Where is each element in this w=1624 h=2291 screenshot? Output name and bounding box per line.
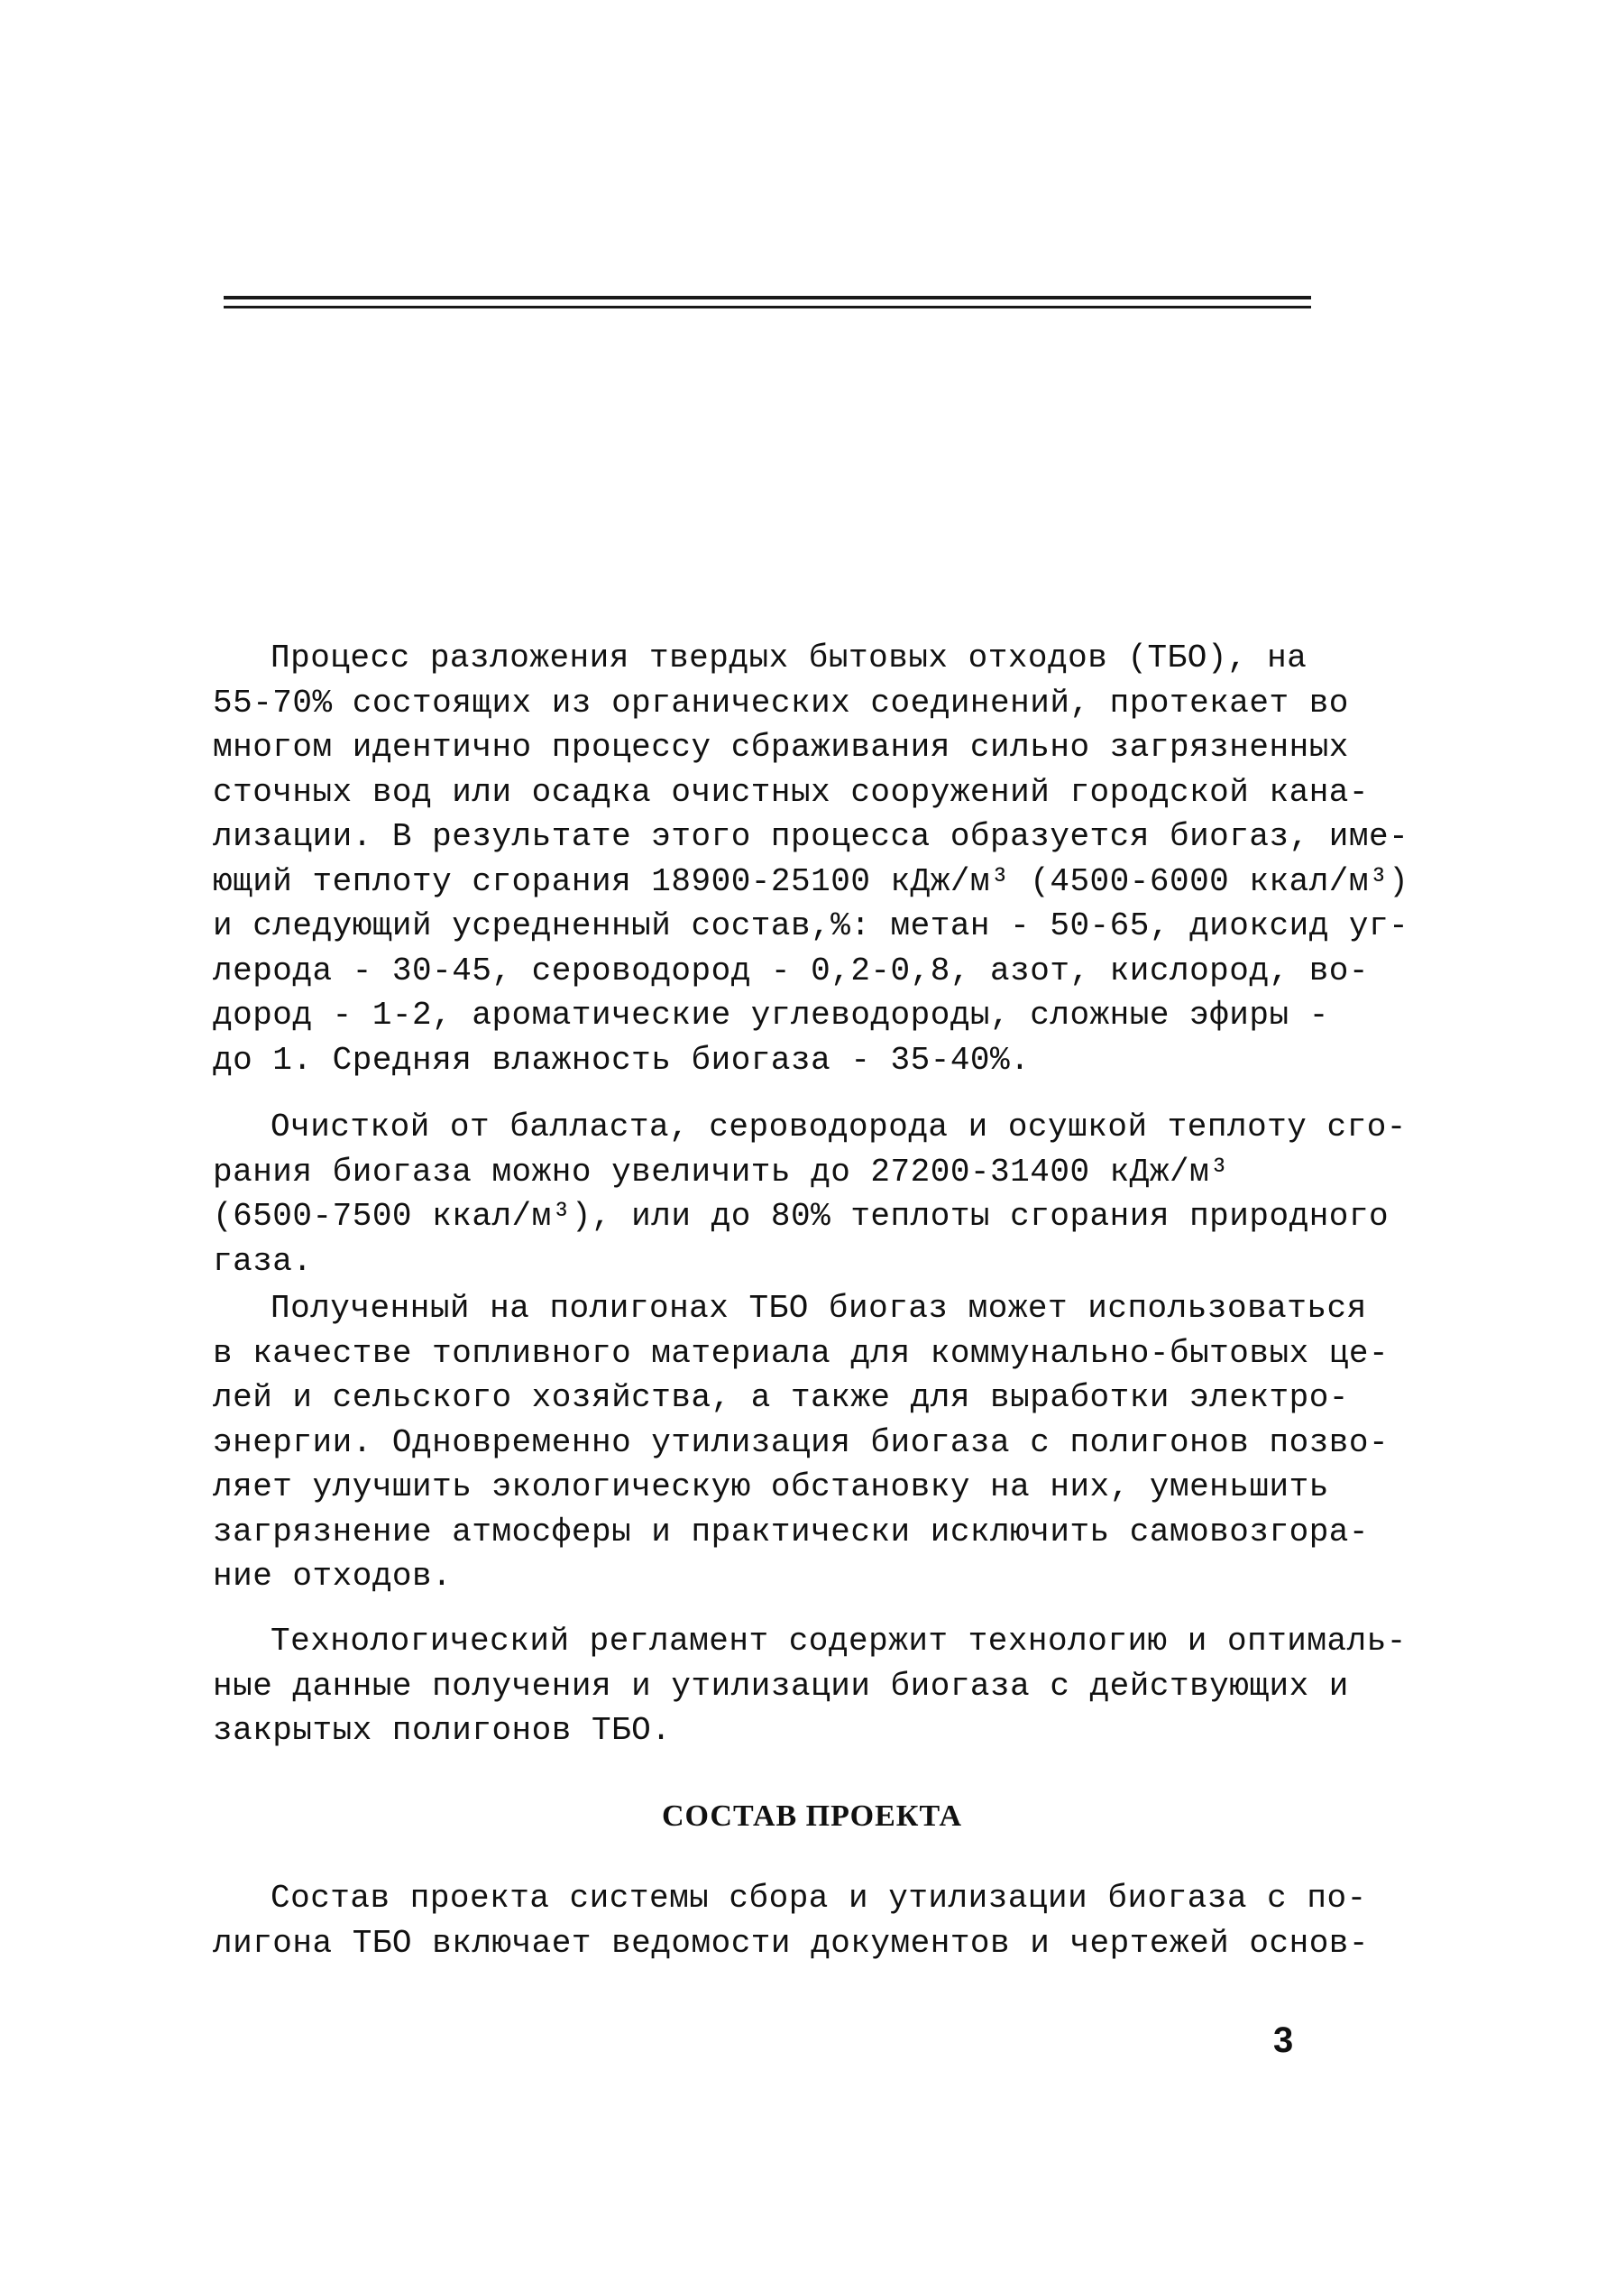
paragraph-project-composition <box>213 1876 1370 1965</box>
section-heading: СОСТАВ ПРОЕКТА <box>661 1799 962 1833</box>
text-line: ние отходов. <box>213 1558 453 1595</box>
text-line: дород - 1-2, ароматические углеводороды, сложные эфиры - <box>213 997 1329 1034</box>
text-line: лигона ТБО включает ведомости документов и чертежей основ- <box>213 1924 1370 1962</box>
text-line: закрытых полигонов ТБО. <box>213 1712 672 1749</box>
text-line: Полученный на полигонах ТБО биогаз может использоваться <box>271 1290 1367 1327</box>
text-line: Технологический регламент содержит технологию и оптималь- <box>271 1623 1407 1660</box>
text-line: ющий теплоту сгорания 18900-25100 кДж/м³ (4500-6000 ккал/м³) <box>213 862 1409 900</box>
paragraph-purification <box>213 1105 1407 1284</box>
header-rule-top <box>224 296 1311 299</box>
text-line: загрязнение атмосферы и практически исключить самовозгора- <box>213 1513 1370 1550</box>
text-line: до 1. Средняя влажность биогаза - 35-40%. <box>213 1041 1031 1079</box>
paragraph-regulation <box>213 1619 1407 1753</box>
text-line: (6500-7500 ккал/м³), или до 80% теплоты сгорания природного <box>213 1198 1390 1235</box>
text-line: ляет улучшить экологическую обстановку на них, уменьшить <box>213 1468 1329 1505</box>
text-line: рания биогаза можно увеличить до 27200-31400 кДж/м³ <box>213 1153 1230 1191</box>
text-line: Состав проекта системы сбора и утилизации биогаза с по- <box>271 1880 1367 1917</box>
paragraph-usage <box>213 1286 1390 1599</box>
text-line: лей и сельского хозяйства, а также для выработки электро- <box>213 1379 1349 1416</box>
text-line: и следующий усредненный состав,%: метан - 50-65, диоксид уг- <box>213 907 1409 944</box>
text-line: сточных вод или осадка очистных сооружений городской кана- <box>213 773 1370 811</box>
text-line: Процесс разложения твердых бытовых отходов (ТБО), на <box>271 639 1307 676</box>
header-rule-bottom <box>224 306 1311 308</box>
text-line: Очисткой от балласта, сероводорода и осушкой теплоту сго- <box>271 1109 1407 1146</box>
text-line: лизации. В результате этого процесса образуется биогаз, име- <box>213 818 1409 855</box>
text-line: в качестве топливного материала для коммунально-бытовых це- <box>213 1334 1390 1372</box>
text-line: многом идентично процессу сбраживания сильно загрязненных <box>213 729 1349 766</box>
text-line: газа. <box>213 1242 313 1280</box>
paragraph-intro <box>213 636 1409 1082</box>
text-line: лерода - 30-45, сероводород - 0,2-0,8, азот, кислород, во- <box>213 952 1370 989</box>
page-number: 3 <box>1273 2020 1294 2060</box>
text-line: 55-70% состоящих из органических соединений, протекает во <box>213 684 1349 722</box>
text-line: ные данные получения и утилизации биогаза с действующих и <box>213 1667 1349 1705</box>
text-line: энергии. Одновременно утилизация биогаза с полигонов позво- <box>213 1423 1390 1461</box>
